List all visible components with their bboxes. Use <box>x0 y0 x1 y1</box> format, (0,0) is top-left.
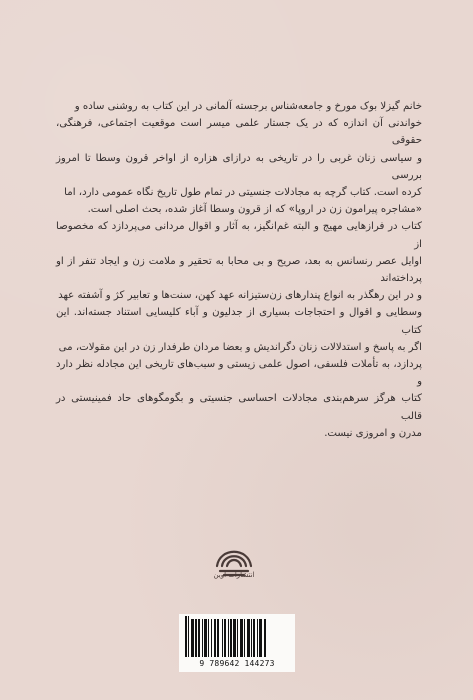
blurb-line-5: «مشاجره پیرامون زن در اروپا» که از قرون وسطا آغاز شده، بحث اصلی است. <box>87 204 422 216</box>
barcode-gap <box>266 619 267 657</box>
blurb-line-1: خانم گیزلا بوک مورخ و جامعه‌شناس برجسته آلمانی در این کتاب به روشنی ساده و <box>74 101 422 112</box>
blurb-line-6: کتاب در فرازهایی مهیج و البته غم‌انگیز، به آثار و اقوال مردانی می‌پردازد که مخصوصا از <box>56 221 422 250</box>
blurb-line-11: پردازد، به تأملات فلسفی، اصول علمی زیستی و سبب‌های تاریخی این مجادله نظر دارد و <box>56 359 422 388</box>
blurb-line-4: کرده است. کتاب گرچه به مجادلات جنسیتی در تمام طول تاریخ نگاه عمومی دارد، اما <box>64 187 422 199</box>
back-cover-blurb <box>56 98 422 442</box>
publisher-name: انتشارات آوین <box>213 571 255 579</box>
blurb-line-2: خواندنی آن اندازه که در یک جستار علمی میسر است موقعیت اجتماعی، فرهنگی، حقوقی <box>56 118 422 147</box>
blurb-line-8: و در این رهگذر به انواع پندارهای زن‌ستیزانه عهد کهن، سنت‌ها و تعابیر کژ و آشفته عهد <box>58 290 422 302</box>
barcode-bars <box>185 619 289 657</box>
blurb-line-7: اوایل عصر رنسانس به بعد، صریح و بی محابا به تحقیر و ملامت زن و ایجاد تنفر از او پرداخته‌اند <box>56 255 422 285</box>
blurb-line-13: مدرن و امروزی نیست. <box>324 427 422 439</box>
isbn-barcode <box>179 614 295 672</box>
isbn-number: 9 789642 144273 <box>199 659 275 668</box>
blurb-line-3: و سیاسی زنان غربی را در تاریخی به درازای هزاره از اواخر قرون وسطا تا امروز بررسی <box>56 152 422 181</box>
blurb-line-12: کتاب هرگز سرهم‌بندی مجادلات احساسی جنسیتی و بگومگوهای حاد فمینیستی در قالب <box>56 393 422 422</box>
blurb-line-9: وسطایی و اقوال و احتجاجات بسیاری از جدلیون و آباء کلیسایی استناد جسته‌اند. این کتاب <box>56 307 422 336</box>
blurb-line-10: اگر به پاسخ و استدلالات زنان دگراندیش و بعضا مردان طرفدار زن در این مقولات، می <box>58 341 422 353</box>
